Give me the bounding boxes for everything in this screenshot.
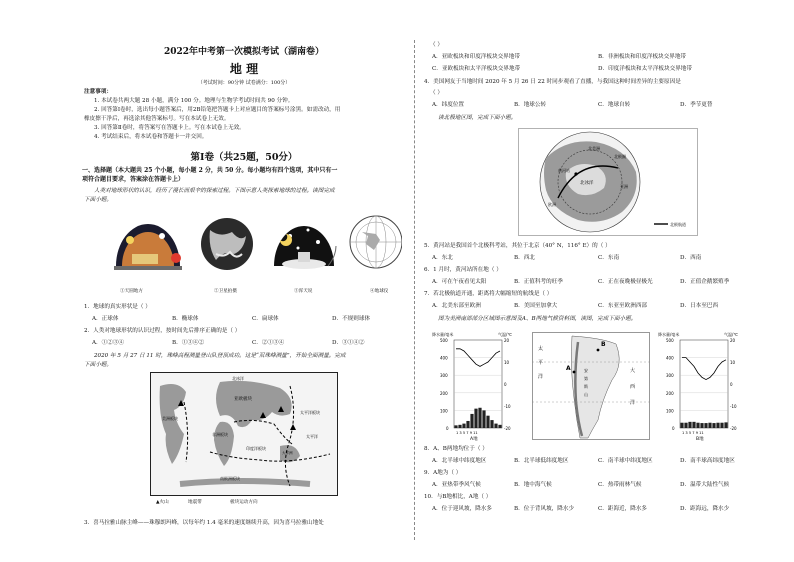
precip-bar — [482, 410, 485, 428]
precip-bar — [704, 423, 707, 428]
svg-text:20: 20 — [730, 338, 736, 343]
svg-text:10: 10 — [504, 360, 510, 365]
svg-text:安: 安 — [584, 368, 588, 373]
svg-text:100: 100 — [440, 408, 448, 414]
q5-option-b[interactable]: B．西北 — [514, 255, 535, 261]
q8-option-b[interactable]: B．北半球低纬度地区 — [514, 458, 569, 464]
svg-text:黄河站: 黄河站 — [558, 168, 570, 173]
right-axis-label: 气温/℃ — [724, 332, 738, 337]
svg-text:500: 500 — [666, 338, 674, 343]
precip-bar — [692, 422, 695, 428]
q4-option-d[interactable]: D．季节更替 — [680, 102, 713, 108]
svg-text:-10: -10 — [504, 404, 511, 409]
q3-option-d[interactable]: D．印度洋板块和太平洋板块交界地带 — [598, 66, 692, 72]
note-line: 1. 本试卷共两大题 28 小题，满分 100 分。地理与生物学考试时间共 90 分钟。 — [94, 98, 294, 104]
q8-option-d[interactable]: D．南半球高纬度地区 — [680, 458, 735, 464]
svg-text:0: 0 — [446, 426, 449, 431]
q10-option-a[interactable]: A．位于迎风坡，降水多 — [432, 506, 492, 512]
context-text: 读北极地区图，完成下面小题。 — [438, 115, 517, 121]
svg-text:非洲板块: 非洲板块 — [212, 432, 228, 437]
q7-option-a[interactable]: A．北美东部至欧洲 — [432, 303, 481, 309]
precip-bar — [498, 425, 501, 428]
satellite-earth-image — [201, 218, 253, 270]
legend-plate-direction: 板块运动方向 — [230, 500, 258, 505]
q9-option-c[interactable]: C．热带雨林气候 — [598, 482, 642, 488]
q2-option-d[interactable]: D．③①④② — [332, 340, 365, 346]
note-line: 橡皮擦干净后，再选涂其他答案标号。写在本试卷上无效。 — [84, 116, 230, 122]
celestial-sphere-image — [274, 226, 336, 269]
question-4-stem: 4．美国网友于当地时间 2020 年 5 月 26 日 22 时同步观看了直播，与我国这种时间差异的主要原因是 — [424, 79, 681, 85]
precip-bar — [684, 423, 687, 428]
svg-text:北冰洋: 北冰洋 — [580, 181, 594, 186]
precip-bar — [462, 424, 465, 428]
svg-text:200: 200 — [666, 390, 674, 396]
svg-text:大: 大 — [630, 368, 636, 374]
q9-option-b[interactable]: B．地中海气候 — [514, 482, 552, 488]
svg-text:0: 0 — [730, 382, 733, 387]
climate-chart-b — [658, 330, 750, 442]
context-text: 2020 年 5 月 27 日 11 时，珠峰高程测量登山队登顶成功。这是“双珠峰测量”，开始全面测量。完成 — [94, 353, 346, 359]
section-instruction: 项符合题目要求，答案涂在答题卡上） — [82, 176, 185, 183]
section-instruction: 一、选择题（本大题共 25 个小题，每小题 2 分，共 50 分。每小题均有四个选项，其中只有一 — [82, 167, 338, 174]
note-line: 3. 回答第Ⅱ卷时，将答案写在答题卡上。写在本试卷上无效。 — [94, 125, 245, 131]
left-ticks — [666, 338, 675, 431]
svg-text:10: 10 — [730, 360, 736, 365]
precip-bar — [712, 423, 715, 428]
svg-text:太平洋: 太平洋 — [306, 434, 318, 439]
svg-text:亚洲: 亚洲 — [620, 184, 628, 189]
q2-option-a[interactable]: A．①②③④ — [92, 340, 125, 346]
right-column — [422, 0, 760, 562]
month-axis: 1 3 5 7 9 11 — [682, 431, 704, 435]
figure-caption: ④地球仪 — [370, 289, 389, 294]
svg-text:平: 平 — [538, 360, 544, 366]
svg-text:-20: -20 — [504, 426, 511, 431]
svg-text:500: 500 — [440, 338, 448, 343]
precip-bar — [696, 423, 699, 428]
note-line: 4. 考试结束后，将本试卷和答题卡一并交回。 — [94, 134, 208, 140]
svg-text:-20: -20 — [730, 426, 737, 431]
q10-option-b[interactable]: B．位于背风坡，降水少 — [514, 506, 575, 512]
svg-text:欧洲: 欧洲 — [548, 202, 556, 207]
svg-text:200: 200 — [440, 390, 448, 396]
legend-quake-zone: 地震带 — [188, 500, 202, 505]
question-8-stem: 8．A、B两地均位于（ ） — [424, 446, 488, 452]
svg-text:南极洲板块: 南极洲板块 — [220, 476, 240, 481]
gridlines — [680, 358, 728, 411]
precip-bar — [724, 422, 727, 428]
notes-heading: 注意事项： — [84, 89, 112, 95]
svg-text:山: 山 — [584, 392, 588, 397]
svg-text:第: 第 — [584, 376, 588, 381]
time-info: （考试时间：90分钟 试卷满分：100分） — [197, 80, 291, 86]
left-ticks — [440, 338, 449, 431]
chart-b-label: B地 — [696, 437, 704, 442]
svg-text:西: 西 — [630, 384, 636, 390]
exam-title: 2022年中考第一次模拟考试（湖南卷） — [163, 47, 325, 57]
q5-option-c[interactable]: C．东南 — [598, 255, 620, 261]
precip-bar — [720, 423, 723, 428]
svg-text:-10: -10 — [730, 404, 737, 409]
context-text: 图为美洲南部部分区域图示意图及A、B两地气候资料图，读图，完成下面小题。 — [438, 316, 637, 322]
svg-text:太: 太 — [538, 346, 544, 352]
q2-option-c[interactable]: C．②①③④ — [252, 340, 285, 346]
svg-text:斯: 斯 — [584, 384, 588, 389]
right-ticks — [504, 338, 511, 431]
subject-title: 地 理 — [229, 62, 259, 76]
plate-tectonics-map — [150, 372, 338, 496]
q10-option-d[interactable]: D．距海远，降水少 — [680, 506, 730, 512]
precip-bar — [474, 409, 477, 428]
svg-text:美洲板块: 美洲板块 — [162, 416, 178, 421]
q3-option-a[interactable]: A．亚欧板块和印度洋板块交界地带 — [432, 54, 520, 60]
q3-paren: （ ） — [430, 42, 443, 48]
question-5-stem: 5．黄河站是我国首个北极科考站，其位于北京（40° N，116° E）的（ ） — [424, 243, 611, 249]
left-column — [80, 0, 408, 562]
svg-text:洋: 洋 — [538, 374, 544, 380]
chart-a-label: A地 — [470, 437, 478, 442]
q4-option-b[interactable]: B．地球公转 — [514, 102, 547, 108]
precip-bar — [454, 425, 457, 428]
precip-bar — [688, 422, 691, 428]
q4-option-a[interactable]: A．纬度位置 — [432, 102, 465, 108]
svg-text:0: 0 — [504, 382, 507, 387]
left-axis-label: 降水量/毫米 — [432, 332, 454, 337]
q6-option-c[interactable]: C．正在夜晚极昼极光 — [598, 279, 653, 285]
q1-option-a[interactable]: A．正球体 — [92, 316, 119, 322]
q7-option-b[interactable]: B．美国至加拿大 — [514, 303, 558, 309]
q4-paren: （ ） — [430, 90, 443, 96]
q1-option-d[interactable]: D．不规则球体 — [332, 316, 371, 322]
temperature-line — [682, 358, 726, 380]
q7-option-d[interactable]: D．日本至巴西 — [680, 303, 719, 309]
heaven-earth-dome-image — [114, 224, 182, 270]
intro-text: 下面小题。 — [84, 197, 112, 203]
q5-option-a[interactable]: A．东北 — [432, 255, 453, 261]
right-ticks — [730, 338, 737, 431]
climate-chart-a — [432, 330, 524, 442]
q2-option-b[interactable]: B．①③④② — [172, 340, 205, 346]
svg-text:太平洋板块: 太平洋板块 — [300, 410, 320, 415]
svg-text:北美洲: 北美洲 — [588, 146, 600, 151]
svg-text:300: 300 — [440, 373, 448, 379]
svg-text:亚欧板块: 亚欧板块 — [234, 397, 252, 402]
svg-text:北极航道: 北极航道 — [670, 222, 686, 227]
question-6-stem: 6．1 月时，黄河站所在地（ ） — [424, 267, 502, 273]
q9-option-a[interactable]: A．亚热带季风气候 — [432, 482, 481, 488]
legend-volcano: ▲火山 — [156, 500, 169, 505]
q10-option-c[interactable]: C．距海近，降水多 — [598, 506, 648, 512]
earth-shape-figure — [112, 208, 402, 288]
svg-text:300: 300 — [666, 373, 674, 379]
question-9-stem: 9．A地为（ ） — [424, 470, 462, 476]
note-line: 2. 回答第Ⅰ卷时，选出每小题答案后，用2B铅笔把答题卡上对应题目的答案标号涂黑。如需改动，用 — [94, 107, 341, 113]
figure-caption: ②卫星拍摄 — [214, 289, 237, 294]
svg-text:400: 400 — [440, 355, 448, 361]
svg-text:100: 100 — [666, 408, 674, 414]
svg-text:400: 400 — [666, 355, 674, 361]
precip-bar — [490, 420, 493, 428]
precip-bar — [494, 424, 497, 428]
question-2-stem: 2．人类对地球形状的认识过程，按时间先后排序正确的是（ ） — [84, 328, 241, 334]
svg-text:大洋洲: 大洋洲 — [282, 451, 293, 455]
precip-bar — [700, 423, 703, 428]
q5-option-d[interactable]: D．西南 — [680, 255, 702, 261]
svg-text:0: 0 — [672, 426, 675, 431]
precip-bar — [680, 423, 683, 428]
question-7-stem: 7．若北极航道开通，距离将大幅缩短的航线是（ ） — [424, 291, 553, 297]
globe-image — [350, 216, 402, 268]
svg-text:20: 20 — [504, 338, 510, 343]
right-axis-label: 气温/℃ — [498, 332, 512, 337]
precip-bar — [478, 408, 481, 428]
q9-option-d[interactable]: D．温带大陆性气候 — [680, 482, 730, 488]
q8-option-a[interactable]: A．北半球中纬度地区 — [432, 458, 487, 464]
south-america-region-map — [532, 332, 650, 440]
arctic-map — [518, 128, 698, 236]
question-1-stem: 1．地球的真实形状是（ ） — [84, 304, 151, 310]
q8-option-c[interactable]: C．南半球中纬度地区 — [598, 458, 653, 464]
figure-caption: ③浑天说 — [294, 289, 313, 294]
q3-option-b[interactable]: B．非洲板块和印度洋板块交界地带 — [598, 54, 687, 60]
q1-option-b[interactable]: B．椭球体 — [172, 316, 199, 322]
column-divider — [414, 40, 415, 540]
q6-option-b[interactable]: B．正值科考的旺季 — [514, 279, 563, 285]
q6-option-d[interactable]: D．正值企鹅繁殖季 — [680, 279, 730, 285]
context-text: 下面小题。 — [84, 362, 112, 368]
q6-option-a[interactable]: A．可在午夜看见太阳 — [432, 279, 487, 285]
precip-bar — [458, 425, 461, 428]
intro-text: 人类对地球形状的认识，经历了漫长而艰辛的探索过程。下图示意人类探索地球的过程。读图完成 — [94, 188, 335, 194]
question-3-stem: 3．喜马拉雅山脉主峰——珠穆朗玛峰，以每年约 1.4 毫米的速度继续升高，因为喜马拉雅山地处 — [84, 520, 324, 526]
month-axis: 1 3 5 7 9 11 — [456, 431, 478, 435]
svg-text:北冰洋: 北冰洋 — [232, 376, 244, 381]
svg-text:洋: 洋 — [630, 400, 636, 406]
q1-option-c[interactable]: C．扁球体 — [252, 316, 279, 322]
part1-title: 第Ⅰ卷（共25题，50分） — [190, 152, 298, 163]
q4-option-c[interactable]: C．地球自转 — [598, 102, 631, 108]
svg-text:B: B — [601, 341, 606, 348]
q3-option-c[interactable]: C．亚欧板块和太平洋板块交界地带 — [432, 66, 521, 72]
figure-caption: ①天圆地方 — [120, 289, 143, 294]
question-10-stem: 10．与B地相比，A地（ ） — [424, 494, 492, 500]
q7-option-c[interactable]: C．东亚至欧洲西部 — [598, 303, 648, 309]
precip-bar — [486, 416, 489, 428]
svg-text:北极圈: 北极圈 — [614, 154, 626, 159]
left-axis-label: 降水量/毫米 — [658, 332, 680, 337]
precip-bar — [470, 414, 473, 428]
precip-bar — [466, 421, 469, 428]
precip-bar — [708, 423, 711, 428]
svg-text:A: A — [566, 365, 571, 372]
svg-text:印度洋板块: 印度洋板块 — [246, 446, 266, 451]
precip-bar — [716, 423, 719, 428]
